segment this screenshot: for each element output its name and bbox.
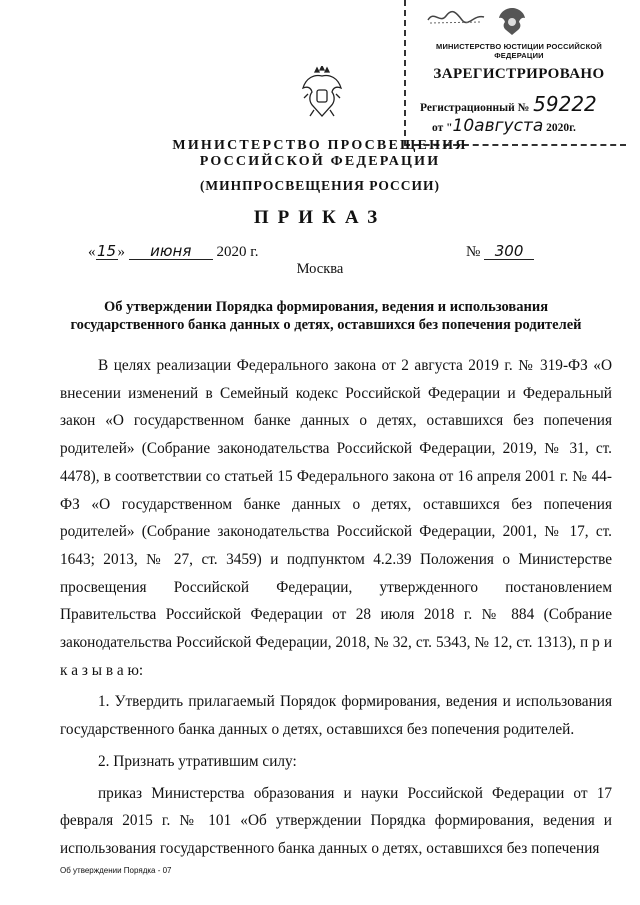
order-number-label: № bbox=[466, 244, 481, 260]
stamp-date-prefix: от " bbox=[432, 122, 453, 134]
order-directive: п р и к а з ы в а ю: bbox=[60, 634, 613, 679]
stamp-reg-number: 59222 bbox=[533, 92, 597, 116]
body-paragraph-2: 1. Утвердить прилагаемый Порядок формирования, ведения и использования государственного банка данных о детях, оставшихся без попечения родителей. bbox=[60, 693, 612, 739]
order-day: 15 bbox=[96, 242, 117, 260]
ministry-short-name: (МИНПРОСВЕЩЕНИЯ РОССИИ) bbox=[199, 178, 441, 193]
footer-file-name: Об утверждении Порядка - 07 bbox=[60, 866, 172, 875]
document-type-title: ПРИКАЗ bbox=[253, 207, 387, 228]
order-year: 2020 г. bbox=[216, 244, 259, 260]
order-body bbox=[60, 352, 612, 863]
order-month: июня bbox=[129, 243, 213, 260]
stamp-reg-label: Регистрационный № bbox=[420, 102, 530, 114]
order-number-value: 300 bbox=[484, 243, 534, 260]
stamp-status: ЗАРЕГИСТРИРОВАНО bbox=[433, 66, 605, 82]
stamp-date-hand: 10августа bbox=[452, 116, 544, 136]
date-open-quote: « bbox=[88, 244, 96, 260]
coat-of-arms-icon bbox=[300, 66, 344, 120]
date-close-quote: » bbox=[117, 244, 125, 260]
order-date bbox=[88, 243, 258, 261]
order-subject: Об утверждении Порядка формирования, ведения и использования государственного банка данных о детях, оставшихся без попечения родителей bbox=[70, 299, 582, 333]
stamp-registration-line bbox=[420, 92, 597, 116]
stamp-date-year: 2020г. bbox=[546, 122, 576, 134]
ministry-name-line1: МИНИСТЕРСТВО ПРОСВЕЩЕНИЯ bbox=[172, 138, 468, 153]
order-city: Москва bbox=[296, 261, 344, 277]
body-paragraph-4: приказ Министерства образования и науки Российской Федерации от 17 февраля 2015 г. № 101 «Об утверждении Порядка формирования, ведения и использования государственного банка данных о детях, оставшихся без попечения bbox=[60, 784, 612, 857]
stamp-emblem-icon bbox=[496, 4, 528, 38]
order-number bbox=[466, 243, 534, 261]
signature-scribble-icon bbox=[426, 8, 486, 26]
ministry-name-line2: РОССИЙСКОЙ ФЕДЕРАЦИИ bbox=[199, 154, 441, 169]
body-paragraph-1 bbox=[60, 352, 612, 684]
stamp-date-line bbox=[432, 116, 576, 136]
registration-stamp bbox=[404, 0, 626, 146]
body-paragraph-1-text: В целях реализации Федерального закона от 2 августа 2019 г. № 319-ФЗ «О внесении изменений в Семейный кодекс Российской Федерации и Федеральный закон «О государственном банке данных о детях, оставшихся без попечения родителей» (Собрание законодательства Российской Федерации, 2019, № 31, ст. 4478), в соответствии со статьей 15 Федерального закона от 16 апреля 2001 г. № 44-ФЗ «О государственном банке данных о детях, оставшихся без попечения родителей» (Собрание законодательства Российской Федерации, 2001, № 17, ст. 1643; 2013, № 27, ст. 3459) и подпунктом 4.2.39 Положения о Министерстве просвещения Российской Федерации, утвержденного постановлением Правительства Российской Федерации от 28 июля 2018 г. № 884 (Собрание законодательства Российской Федерации, 2018, № 32, ст. 5343, № 12, ст. 1313), bbox=[60, 357, 612, 652]
body-paragraph-3: 2. Признать утратившим силу: bbox=[98, 752, 297, 770]
stamp-ministry: МИНИСТЕРСТВО ЮСТИЦИИ РОССИЙСКОЙ ФЕДЕРАЦИИ bbox=[436, 42, 602, 60]
